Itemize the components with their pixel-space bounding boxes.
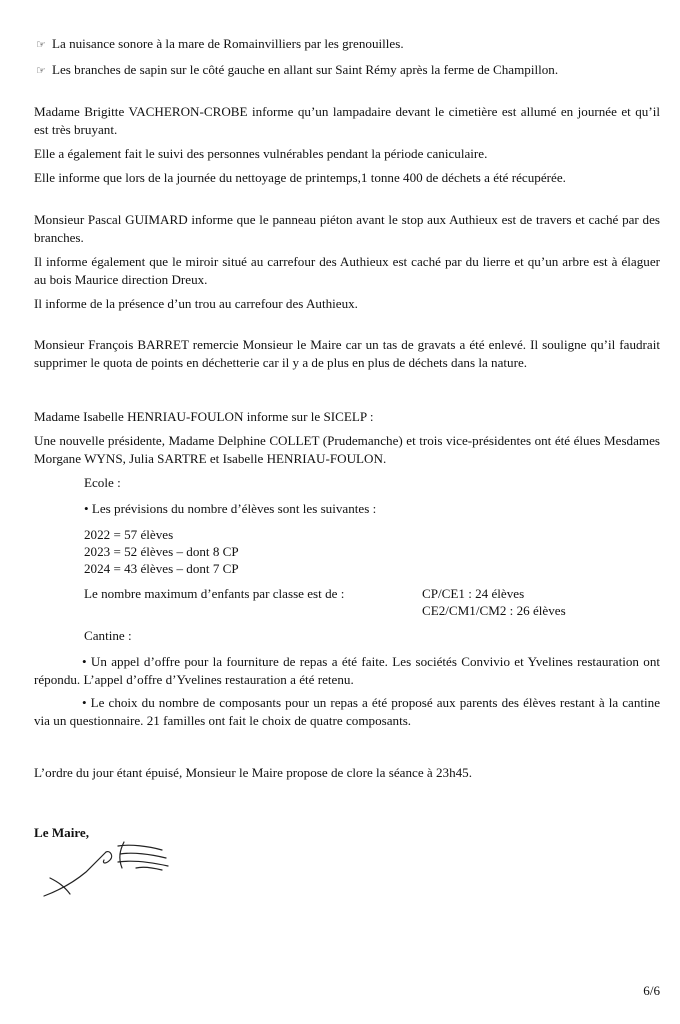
- year-line: 2024 = 43 élèves – dont 7 CP: [84, 561, 239, 576]
- paragraph: Monsieur Pascal GUIMARD informe que le panneau piéton avant le stop aux Authieux est de travers et caché par des branches.: [34, 212, 660, 245]
- bullet-item: ☞ La nuisance sonore à la mare de Romainvilliers par les grenouilles.: [36, 35, 404, 54]
- paragraph: Il informe également que le miroir situé au carrefour des Authieux est caché par du lierre et qu’un arbre est à élaguer au bois Maurice direction Dreux.: [34, 254, 660, 287]
- paragraph: Madame Brigitte VACHERON-CROBE informe qu’un lampadaire devant le cimetière est allumé en journée et qu’il est très bruyant.: [34, 104, 660, 137]
- paragraph: Une nouvelle présidente, Madame Delphine COLLET (Prudemanche) et trois vice-présidentes ont été élues Mesdames Morgane WYNS, Julia SARTRE et Isabelle HENRIAU-FOULON.: [34, 433, 660, 466]
- max-value: CE2/CM1/CM2 : 26 élèves: [422, 603, 566, 618]
- page-number: 6/6: [643, 983, 660, 998]
- bullet-item: ☞ Les branches de sapin sur le côté gauche en allant sur Saint Rémy après la ferme de Champillon.: [36, 61, 558, 80]
- paragraph: Madame Isabelle HENRIAU-FOULON informe sur le SICELP :: [34, 409, 374, 424]
- cantine-paragraph: • Un appel d’offre pour la fourniture de repas a été faite. Les sociétés Convivio et Yvelines restauration ont répondu. L’appel d’offre d’Yvelines restauration a été retenu.: [34, 654, 660, 687]
- paragraph: Il informe de la présence d’un trou au carrefour des Authieux.: [34, 296, 358, 311]
- previsions-text: • Les prévisions du nombre d’élèves sont les suivantes :: [84, 501, 377, 516]
- year-line: 2023 = 52 élèves – dont 8 CP: [84, 544, 239, 559]
- signature-icon: [40, 838, 180, 908]
- paragraph: Elle a également fait le suivi des personnes vulnérables pendant la période caniculaire.: [34, 146, 488, 161]
- cantine-paragraph: • Le choix du nombre de composants pour un repas a été proposé aux parents des élèves restant à la cantine via un questionnaire. 21 familles ont fait le choix de quatre composants.: [34, 695, 660, 728]
- ecole-heading: Ecole :: [84, 475, 121, 490]
- pointing-hand-icon: ☞: [36, 64, 46, 77]
- year-line: 2022 = 57 élèves: [84, 527, 174, 542]
- closing-paragraph: L’ordre du jour étant épuisé, Monsieur le Maire propose de clore la séance à 23h45.: [34, 765, 473, 780]
- signature-label: Le Maire,: [34, 825, 90, 840]
- max-value: CP/CE1 : 24 élèves: [422, 586, 525, 601]
- max-label: Le nombre maximum d’enfants par classe est de :: [84, 586, 345, 601]
- cantine-heading: Cantine :: [84, 628, 132, 643]
- paragraph: Elle informe que lors de la journée du nettoyage de printemps,1 tonne 400 de déchets a été récupérée.: [34, 170, 566, 185]
- paragraph: Monsieur François BARRET remercie Monsieur le Maire car un tas de gravats a été enlevé. Il souligne qu’il faudrait supprimer le quota de points en déchetterie car il y a de plus en plus de déchets dans la nature.: [34, 337, 660, 370]
- pointing-hand-icon: ☞: [36, 38, 46, 51]
